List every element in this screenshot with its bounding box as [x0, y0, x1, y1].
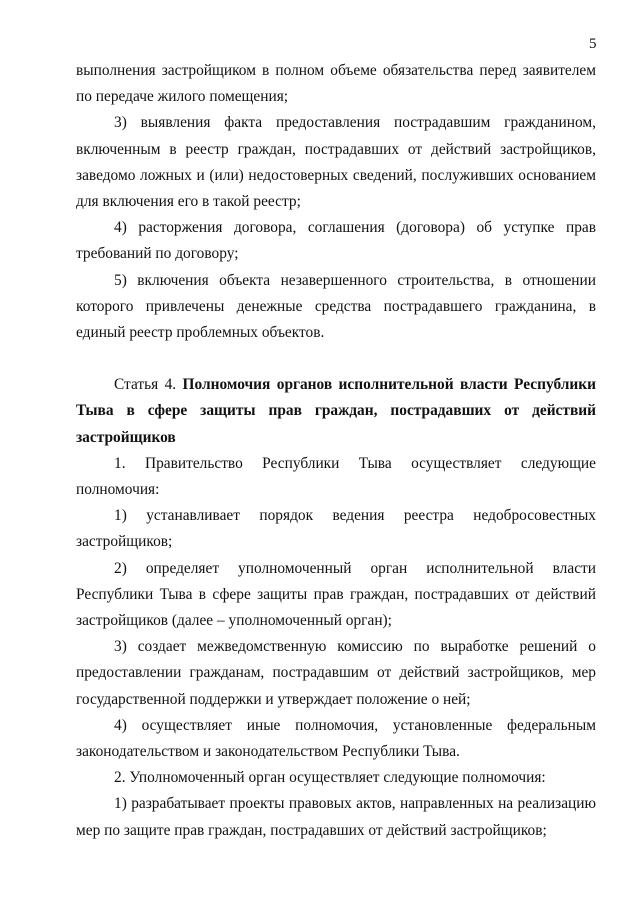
paragraph-item-3: 3) выявления факта предоставления пострадавшим гражданином, включенным в реестр граждан, пострадавших от действий застройщиков, заведомо ложных и (или) недостоверных сведений, послуживших основанием для включения его в такой реестр; — [76, 114, 596, 211]
paragraph-continuation: выполнения застройщиком в полном объеме обязательства перед заявителем по передаче жилого помещения; — [76, 62, 596, 106]
paragraph-item-4: 4) расторжения договора, соглашения (договора) об уступке прав требований по договору; — [76, 219, 596, 263]
paragraph-item-5: 5) включения объекта незавершенного строительства, в отношении которого привлечены денежные средства пострадавшего гражданина, в единый реестр проблемных объектов. — [76, 271, 596, 342]
paragraph-authority-power-1: 1) разрабатывает проекты правовых актов, направленных на реализацию мер по защите прав граждан, пострадавших от действий застройщиков; — [76, 795, 596, 839]
article-label: Статья 4. — [114, 376, 177, 394]
page-number: 5 — [589, 36, 597, 52]
document-body — [76, 58, 596, 844]
paragraph-authority-powers: 2. Уполномоченный орган осуществляет следующие полномочия: — [114, 769, 546, 787]
paragraph-power-3: 3) создает межведомственную комиссию по выработке решений о предоставлении гражданам, пострадавшим от действий застройщиков, мер государственной поддержки и утверждает положение о ней; — [76, 638, 596, 708]
paragraph-government-powers: 1. Правительство Республики Тыва осуществляет следующие полномочия: — [76, 454, 596, 499]
paragraph-power-4: 4) осуществляет иные полномочия, установленные федеральным законодательством и законодательством Республики Тыва. — [76, 716, 596, 761]
article-title: Полномочия органов исполнительной власти Республики Тыва в сфере защиты прав граждан, пострадавших от действий застройщиков — [76, 376, 596, 446]
article-heading — [76, 372, 596, 451]
paragraph-power-2: 2) определяет уполномоченный орган исполнительной власти Республики Тыва в сфере защиты прав граждан, пострадавших от действий застройщиков (далее – уполномоченный орган); — [76, 559, 596, 630]
section-gap — [76, 346, 596, 372]
paragraph-power-1: 1) устанавливает порядок ведения реестра недобросовестных застройщиков; — [76, 507, 596, 551]
